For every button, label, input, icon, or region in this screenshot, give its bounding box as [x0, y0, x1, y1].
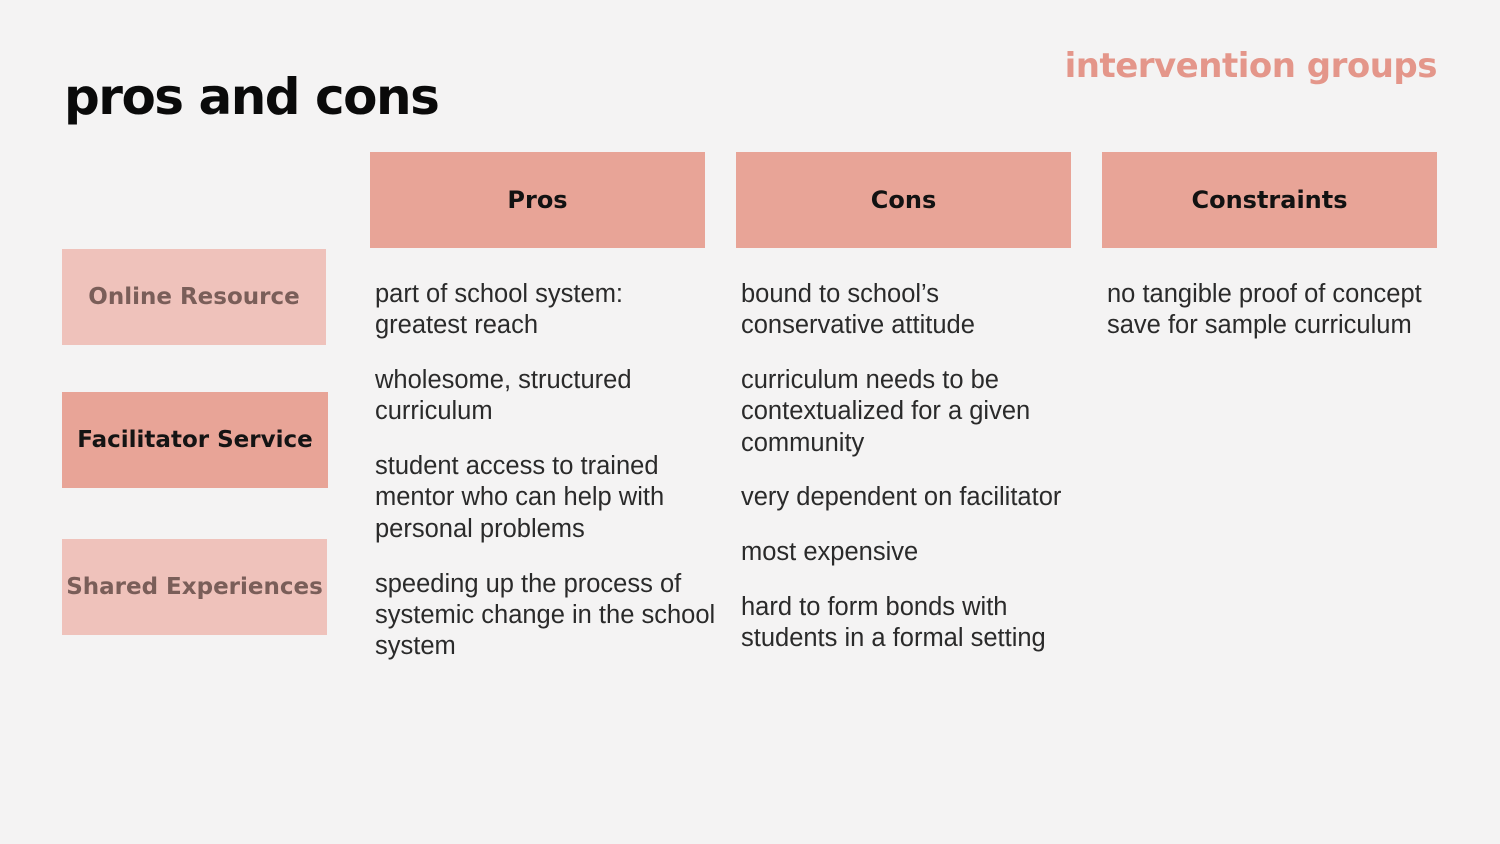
constraints-column-header: Constraints: [1102, 152, 1437, 248]
cons-column-header: Cons: [736, 152, 1071, 248]
section-label: intervention groups: [1064, 46, 1437, 86]
group-tab-shared-experiences[interactable]: Shared Experiences: [62, 539, 327, 635]
group-tab-online-resource[interactable]: Online Resource: [62, 249, 326, 345]
cons-item: very dependent on facilitator: [741, 483, 1062, 512]
pros-column-header: Pros: [370, 152, 705, 248]
constraints-list: [1107, 279, 1442, 365]
page-title: pros and cons: [64, 68, 439, 126]
cons-list: [741, 279, 1086, 678]
pros-item: student access to trained mentor who can help with personal problems: [375, 452, 665, 543]
group-tab-facilitator-service[interactable]: Facilitator Service: [62, 392, 328, 488]
cons-item: bound to school’s conservative attitude: [741, 280, 975, 340]
pros-item: speeding up the process of systemic change in the school system: [375, 569, 716, 661]
constraints-item: no tangible proof of concept save for sample curriculum: [1107, 280, 1422, 340]
cons-item: most expensive: [741, 538, 919, 567]
cons-item: curriculum needs to be contextualized for a given community: [741, 366, 1031, 457]
pros-item: wholesome, structured curriculum: [375, 366, 632, 426]
pros-list: [375, 279, 720, 686]
cons-item: hard to form bonds with students in a formal setting: [741, 593, 1046, 653]
pros-item: part of school system: greatest reach: [375, 280, 624, 340]
